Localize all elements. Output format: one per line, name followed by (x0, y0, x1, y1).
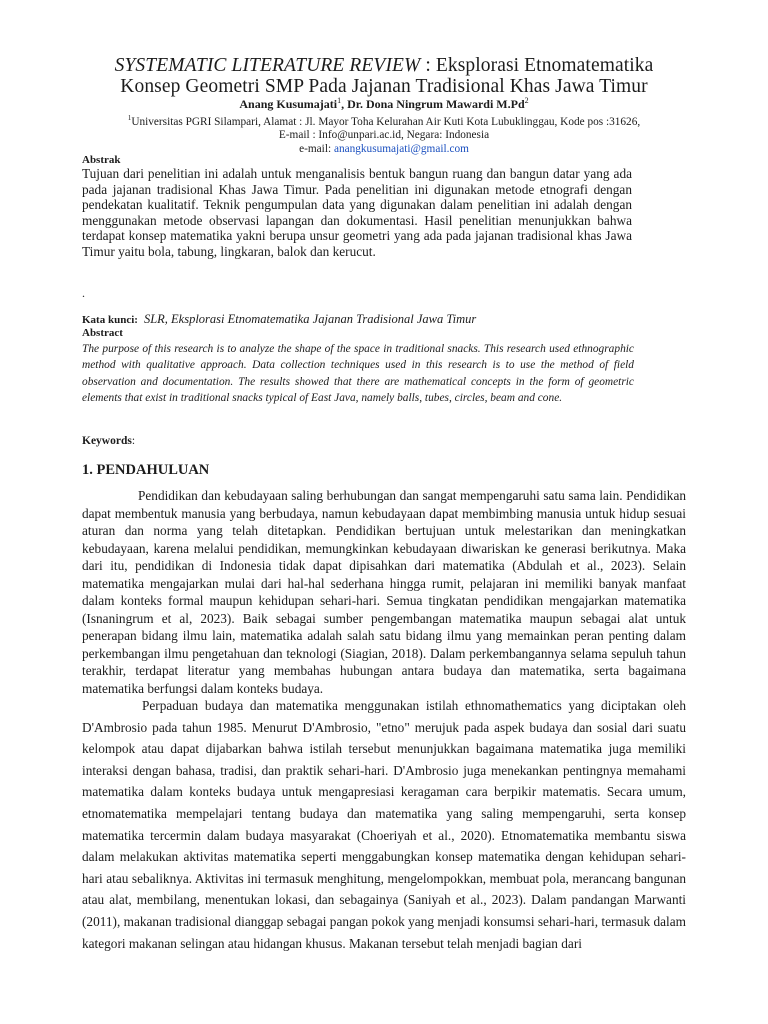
author-separator: , (341, 97, 348, 111)
affiliation-line1 (60, 112, 708, 129)
title-italic-part: SYSTEMATIC LITERATURE REVIEW (114, 55, 421, 76)
body-paragraph-2: Perpaduan budaya dan matematika menggunakan istilah ethnomathematics yang diciptakan oleh D'Ambrosio pada tahun 1985. Menurut D'Ambrosio, "etno" merujuk pada aspek budaya dan sosial dari suatu kelompok atau dapat dijabarkan bahwa istilah tersebut menunjukkan bagaimana matematika juga memiliki interaksi dengan bahasa, tradisi, dan praktik sehari-hari. D'Ambrosio juga menekankan pentingnya memahami matematika dalam konteks budaya untuk mengapresiasi keragaman cara berpikir matematis. Secara umum, etnomatematika mempelajari tentang budaya dan matematika yang saling mempengaruhi, serta konsep matematika tercermin dalam budaya masyarakat (Choeriyah et al., 2020). Etnomatematika membantu siswa dalam melakukan aktivitas matematika seperti menggabungkan konsep matematika dengan kehidupan sehari-hari atau sebaliknya. Aktivitas ini termasuk menghitung, mengelompokkan, membuat pola, merancang bangunan atau alat, membilang, menentukan lokasi, dan sebagainya (Saniyah et al., 2023). Dalam pandangan Marwanti (2011), makanan tradisional dianggap sebagai pangan pokok yang menjadi konsumsi sehari-hari, termasuk dalam kategori makanan selingan atau hidangan khusus. Makanan tersebut telah menjadi bagian dari (82, 698, 686, 951)
email-line (60, 143, 708, 157)
keywords-en-label: Keywords (82, 435, 132, 447)
affiliation-block (60, 112, 708, 156)
affiliation-sup: 1 (127, 114, 132, 122)
keywords-en-colon: : (131, 435, 136, 447)
author-list (60, 96, 708, 112)
abstract-en-label: Abstract (82, 327, 123, 339)
title-rest-line1: : Eksplorasi Etnomatematika (420, 55, 654, 76)
paper-title (60, 55, 708, 97)
abstract-id-text: Tujuan dari penelitian ini adalah untuk menganalisis bentuk bangun ruang dan bangun datar yang ada pada jajanan tradisional Khas Jawa Timur. Pada penelitian ini digunakan metode etnografi dengan pendekatan kualitatif. Teknik pengumpulan data yang digunakan dalam penelitian ini adalah dengan menggunakan metode observasi lapangan dan dokumentasi. Hasil penelitian menunjukkan bahwa terdapat konsep matematika yakni berupa unsur geometri yang ada pada jajanan tradisional khas Jawa Timur yaitu bola, tabung, lingkaran, balok dan kerucut. (82, 166, 632, 259)
affiliation-text: Universitas PGRI Silampari, Alamat : Jl. Mayor Toha Kelurahan Air Kuti Kota Lubuklinggau, Kode pos :31626, (131, 115, 641, 128)
keywords-en (82, 435, 135, 447)
email-label: e-mail: (299, 142, 334, 155)
email-link[interactable]: anangkusumajati@gmail.com (333, 142, 469, 155)
author-1: Anang Kusumajati (239, 97, 338, 111)
author-1-sup: 1 (337, 96, 342, 105)
body-paragraph-1: Pendidikan dan kebudayaan saling berhubungan dan sangat mempengaruhi satu sama lain. Pendidikan dapat membentuk manusia yang berbudaya, namun kebudayaan dapat membimbing manusia untuk hidup sesuai aturan dan norma yang telah ditetapkan. Pendidikan bertujuan untuk melestarikan dan meningkatkan kebudayaan, karena melalui pendidikan, memungkinkan kebudayaan diwariskan ke generasi berikutnya. Maka dari itu, pendidikan di Indonesia tidak dapat dipisahkan dari matematika (Abdulah et al., 2023). Selain matematika mengajarkan mulai dari hal-hal sederhana hingga rumit, pelajaran ini memiliki banyak manfaat dalam konteks formal maupun kehidupan sehari-hari. Semua tingkatan pendidikan mengajarkan matematika (Isnaningrum et al, 2023). Baik sebagai sumber pengembangan matematika maupun sebagai alat untuk penerapan bidang ilmu lain, matematika adalah salah satu bidang ilmu yang memainkan peran penting dalam perkembangan ilmu pengetahuan dan teknologi (Siagian, 2018). Dalam perkembangannya selama sepuluh tahun terakhir, terdapat literatur yang membahas hubungan antara budaya dan matematika, serta bagaimana matematika berfungsi dalam konteks budaya. (82, 488, 686, 696)
title-line2: Konsep Geometri SMP Pada Jajanan Tradisional Khas Jawa Timur (120, 76, 648, 97)
author-2: Dr. Dona Ningrum Mawardi M.Pd (347, 97, 525, 111)
affiliation-line2: E-mail : Info@unpari.ac.id, Negara: Indonesia (278, 129, 490, 142)
abstract-id-label: Abstrak (82, 154, 121, 166)
abstract-trailing-dot: . (82, 286, 85, 300)
keywords-id (82, 312, 476, 327)
abstract-en-text: The purpose of this research is to analyze the shape of the space in traditional snacks. This research used ethnographic method with qualitative approach. Data collection techniques used in this research is to use the method of field observation and documentation. The results showed that there are mathematical concepts in the form of geometric elements that exist in traditional snacks typical of East Java, namely balls, tubes, circles, beam and cone. (82, 343, 634, 405)
keywords-id-label: Kata kunci: (82, 314, 138, 326)
keywords-id-value: SLR, Eksplorasi Etnomatematika Jajanan Tradisional Jawa Timur (143, 312, 477, 326)
section-heading: 1. PENDAHULUAN (82, 462, 210, 478)
author-2-sup: 2 (524, 96, 529, 105)
